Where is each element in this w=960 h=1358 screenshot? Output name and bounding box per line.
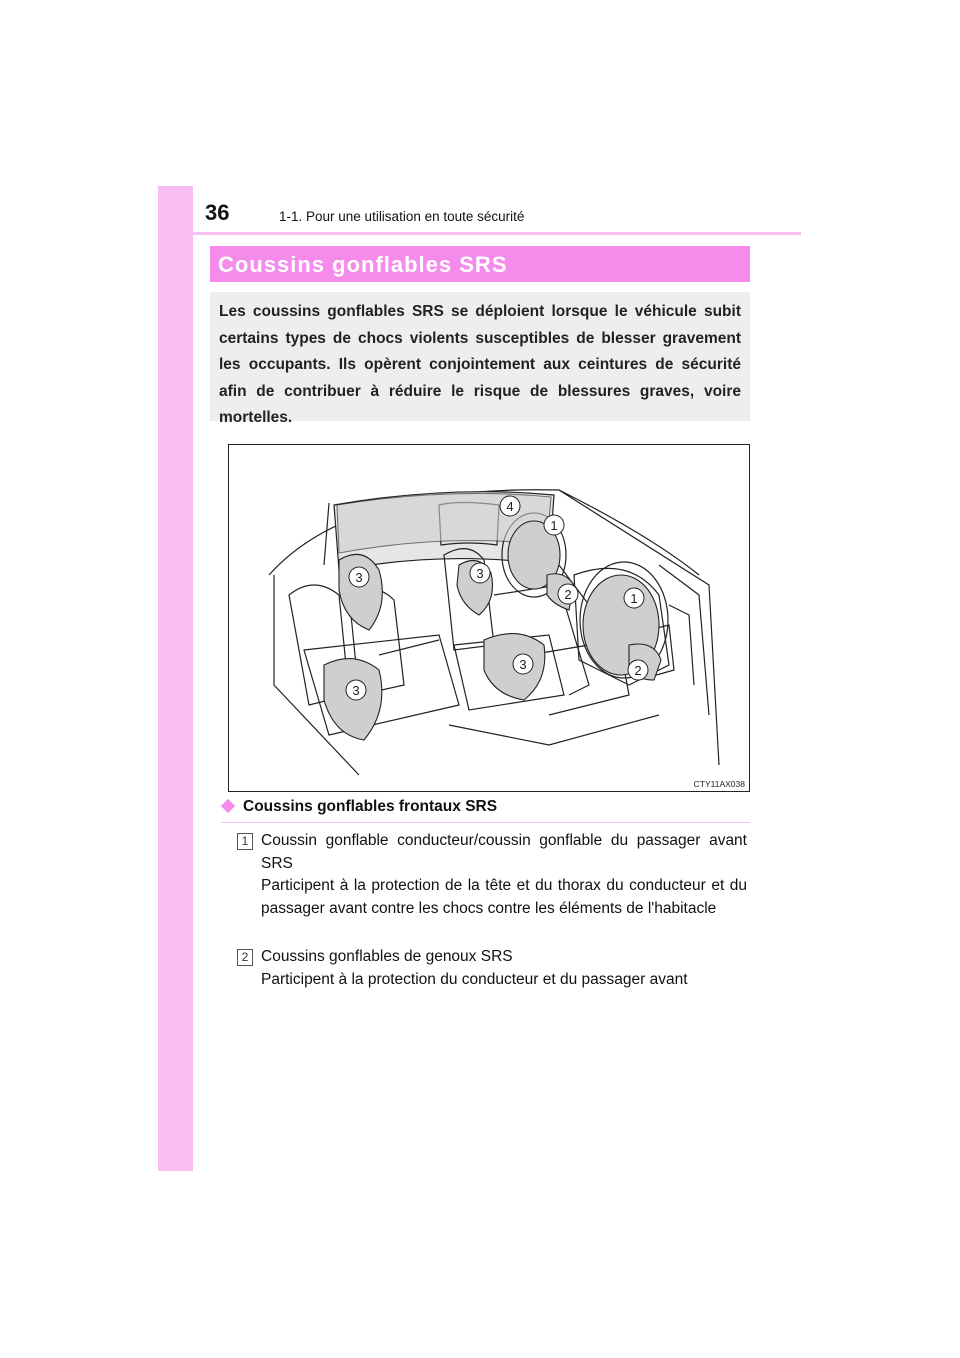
intro-box: Les coussins gonflables SRS se déploient lorsque le véhicule subit certains types de chocs violents susceptibles de blesser gravement les occupants. Ils opèrent conjointement aux ceintures de sécurité afin de contribuer à réduire le risque de blessures graves, voire mortelles. [210, 292, 750, 421]
subsection-title: Coussins gonflables frontaux SRS [243, 798, 498, 815]
side-airbag-rear-left [339, 554, 382, 630]
item-number-badge: 2 [237, 949, 253, 966]
svg-text:2: 2 [634, 663, 642, 678]
callout-4-curtain [500, 496, 520, 516]
svg-text:3: 3 [355, 570, 363, 585]
figure-code: CTY11AX038 [693, 779, 745, 789]
svg-text:3: 3 [476, 566, 484, 581]
callout-3-rear-left [349, 567, 369, 587]
svg-text:3: 3 [352, 683, 360, 698]
item-title: Coussins gonflables de genoux SRS [261, 948, 513, 965]
list-item [237, 830, 747, 920]
airbag-illustration [228, 444, 750, 792]
header-rule [193, 232, 801, 235]
item-description: Participent à la protection du conducteur et du passager avant [261, 970, 688, 988]
diamond-bullet-icon [221, 799, 235, 813]
car-interior-drawing [229, 445, 749, 791]
side-tab-strip [158, 186, 193, 1171]
chapter-title: 1-1. Pour une utilisation en toute sécurité [279, 209, 525, 224]
svg-text:4: 4 [506, 499, 514, 514]
svg-text:3: 3 [519, 657, 527, 672]
svg-text:1: 1 [550, 518, 558, 533]
callout-1-driver [544, 515, 564, 535]
callout-3-front-right [513, 654, 533, 674]
svg-text:2: 2 [564, 587, 572, 602]
svg-text:1: 1 [630, 591, 638, 606]
page-header [193, 186, 801, 236]
item-number-badge: 1 [237, 833, 253, 850]
item-description: Participent à la protection de la tête et du thorax du conducteur et du passager avant contre les chocs contre les éléments de l'habitacle [261, 877, 747, 917]
callout-2-passenger [628, 660, 648, 680]
item-title: Coussin gonflable conducteur/coussin gonflable du passager avant SRS [261, 832, 747, 872]
callout-2-driver [558, 584, 578, 604]
list-item [237, 946, 747, 991]
subsection-heading [221, 798, 750, 823]
callout-3-front-left [470, 563, 490, 583]
page-number: 36 [205, 200, 230, 225]
callout-3-rear-right [346, 680, 366, 700]
section-title: Coussins gonflables SRS [210, 246, 750, 282]
callout-1-passenger [624, 588, 644, 608]
